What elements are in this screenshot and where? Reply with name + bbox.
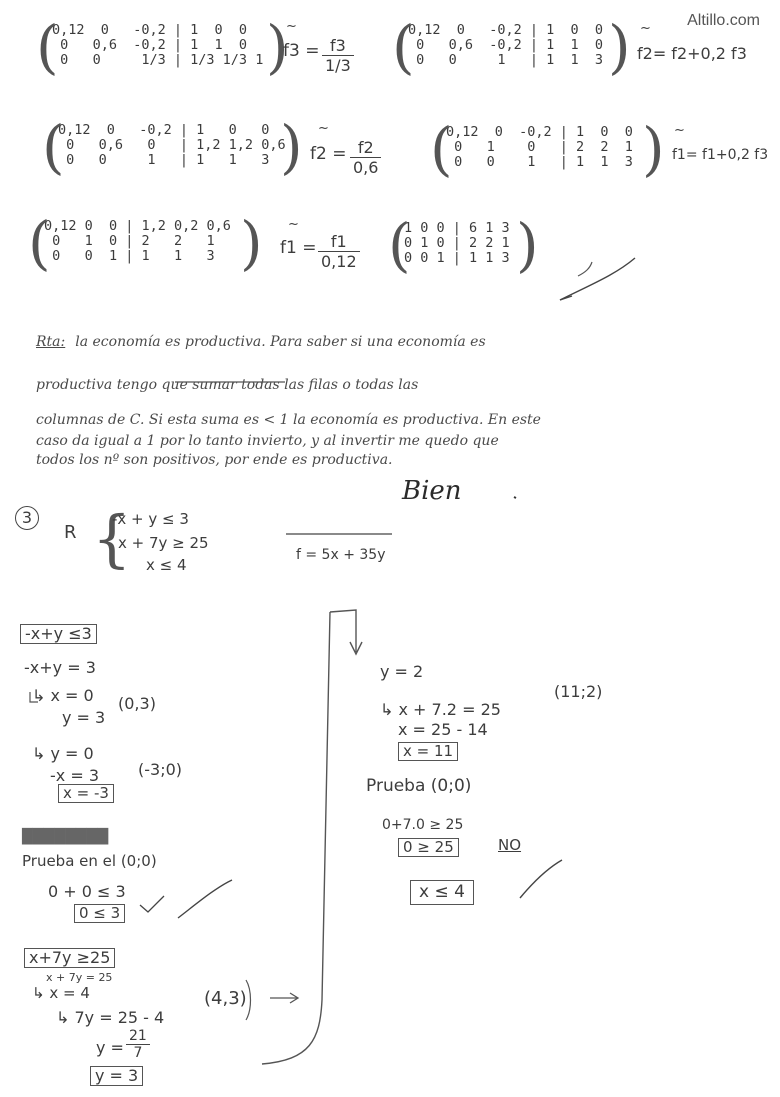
answer-label: Rta: — [36, 334, 66, 350]
left-line-1: -x+y = 3 — [24, 658, 96, 677]
matrix-5-row-2: 0 1 0 | 2 2 1 — [44, 233, 215, 249]
left-line-8: 0 ≤ 3 — [74, 904, 125, 923]
watermark: Altillo.com — [687, 12, 760, 29]
matrix-3-row-3: 0 0 1 | 1 1 3 — [58, 152, 270, 168]
matrix-3-right-paren: ) — [280, 113, 303, 181]
matrix-6-row-1: 1 0 0 | 6 1 3 — [404, 220, 510, 236]
left-line-3: y = 3 — [62, 708, 106, 727]
point-2: (-3;0) — [138, 760, 183, 779]
point-4: (11;2) — [554, 682, 603, 701]
matrix-2-row-3: 0 0 1 | 1 1 3 — [408, 52, 604, 68]
inequality-box-2: x+7y ≥25 — [24, 948, 115, 968]
tilde-3: ~ — [318, 121, 329, 136]
left-prueba: Prueba en el (0;0) — [22, 852, 157, 870]
op5-numerator: f1 — [318, 232, 360, 252]
matrix-1-left-paren: ( — [36, 13, 59, 81]
right-no: NO — [498, 836, 522, 854]
matrix-1-right-paren: ) — [266, 13, 289, 81]
system-brace: { — [92, 502, 132, 575]
point-3-arrow — [270, 993, 298, 1003]
problem-number: 3 — [15, 506, 39, 530]
system-eq-3: x ≤ 4 — [146, 556, 187, 574]
matrix-3-left-paren: ( — [42, 113, 65, 181]
grade-dot — [514, 497, 516, 498]
op3-denominator: 0,6 — [353, 158, 379, 177]
matrix-5-row-1: 0,12 0 0 | 1,2 0,2 0,6 — [44, 218, 231, 234]
right-line-2: ↳ x + 7.2 = 25 — [380, 700, 501, 719]
matrix-5-right-paren: ) — [240, 209, 263, 277]
point-1: (0,3) — [118, 694, 156, 713]
op5-lhs: f1 = — [280, 238, 317, 258]
left-line-11: ↳ 7y = 25 - 4 — [56, 1008, 165, 1027]
matrix-3-row-1: 0,12 0 -0,2 | 1 0 0 — [58, 122, 270, 138]
op3-lhs: f2 = — [310, 144, 347, 164]
matrix-6-right-paren: ) — [516, 211, 539, 279]
point-3-bracket — [246, 980, 251, 1020]
matrix-1-row-3: 0 0 1/3 | 1/3 1/3 1 — [52, 52, 264, 68]
inequality-box-1: -x+y ≤3 — [20, 624, 97, 644]
op2: f2= f2+0,2 f3 — [637, 44, 747, 63]
left-line-10: ↳ x = 4 — [32, 984, 90, 1002]
small-check — [140, 896, 164, 912]
left-line-12-denominator: 7 — [133, 1045, 143, 1061]
right-line-7: x ≤ 4 — [410, 880, 474, 905]
answer-line-3: columnas de C. Si esta suma es < 1 la economía es productiva. En este — [36, 412, 541, 428]
tilde-5: ~ — [288, 217, 299, 232]
matrix-6-tail — [578, 262, 592, 276]
checkmark-1 — [560, 258, 635, 300]
checkmark-2 — [178, 880, 232, 918]
matrix-4-row-1: 0,12 0 -0,2 | 1 0 0 — [446, 124, 633, 140]
right-prueba: Prueba (0;0) — [366, 776, 472, 796]
left-line-2: ↳ x = 0 — [32, 686, 94, 705]
matrix-5-row-3: 0 0 1 | 1 1 3 — [44, 248, 215, 264]
matrix-2-right-paren: ) — [608, 13, 631, 81]
objective-function: f = 5x + 35y — [296, 547, 386, 563]
answer-line-4: caso da igual a 1 por lo tanto invierto, y al invertir me quedo que — [36, 433, 499, 449]
tilde-2: ~ — [640, 21, 651, 36]
tilde-1: ~ — [286, 19, 297, 34]
matrix-3-row-2: 0 0,6 0 | 1,2 1,2 0,6 — [58, 137, 286, 153]
op1-numerator: f3 — [322, 36, 354, 56]
matrix-1-row-1: 0,12 0 -0,2 | 1 0 0 — [52, 22, 248, 38]
matrix-2-left-paren: ( — [392, 13, 415, 81]
matrix-6-left-paren: ( — [388, 211, 411, 279]
right-line-5: 0+7.0 ≥ 25 — [382, 817, 464, 833]
grade-mark: Bien — [402, 476, 462, 506]
right-line-6: 0 ≥ 25 — [398, 838, 459, 857]
answer-line-1-text: la economía es productiva. Para saber si una economía es — [75, 334, 486, 350]
matrix-4-right-paren: ) — [642, 115, 665, 183]
matrix-6-row-3: 0 0 1 | 1 1 3 — [404, 250, 510, 266]
system-eq-2: x + 7y ≥ 25 — [118, 534, 209, 552]
op3-numerator: f2 — [350, 138, 381, 158]
left-arrow-1 — [30, 692, 38, 702]
left-line-4: ↳ y = 0 — [32, 744, 94, 763]
tilde-4: ~ — [674, 123, 685, 138]
matrix-5-left-paren: ( — [28, 209, 51, 277]
op5-denominator: 0,12 — [321, 252, 357, 271]
region-label: R — [64, 522, 77, 543]
point-3: (4,3) — [204, 988, 247, 1009]
left-line-6: x = -3 — [58, 784, 114, 803]
matrix-6-row-2: 0 1 0 | 2 2 1 — [404, 235, 510, 251]
right-line-3: x = 25 - 14 — [398, 720, 488, 739]
left-line-13: y = 3 — [90, 1066, 143, 1086]
checkmark-3 — [520, 860, 562, 898]
op1-denominator: 1/3 — [325, 56, 351, 75]
left-line-12-numerator: 21 — [126, 1028, 150, 1045]
right-line-1: y = 2 — [380, 662, 424, 681]
matrix-4-row-3: 0 0 1 | 1 1 3 — [446, 154, 633, 170]
scribble-1: ████████ — [22, 829, 109, 845]
answer-line-2: productiva tengo que sumar todas las filas o todas las — [36, 377, 419, 393]
left-line-5: -x = 3 — [50, 766, 99, 785]
system-eq-1: -x + y ≤ 3 — [112, 510, 189, 528]
matrix-4-left-paren: ( — [430, 115, 453, 183]
matrix-2-row-2: 0 0,6 -0,2 | 1 1 0 — [408, 37, 604, 53]
left-line-9: x + 7y = 25 — [46, 971, 113, 984]
right-line-4: x = 11 — [398, 742, 458, 761]
matrix-2-row-1: 0,12 0 -0,2 | 1 0 0 — [408, 22, 604, 38]
answer-line-5: todos los nº son positivos, por ende es productiva. — [36, 452, 393, 468]
matrix-1-row-2: 0 0,6 -0,2 | 1 1 0 — [52, 37, 248, 53]
op4: f1= f1+0,2 f3 — [672, 147, 769, 163]
left-line-12-lhs: y = — [96, 1038, 124, 1057]
op1-lhs: f3 = — [283, 41, 320, 61]
left-line-7: 0 + 0 ≤ 3 — [48, 882, 126, 901]
matrix-4-row-2: 0 1 0 | 2 2 1 — [446, 139, 633, 155]
